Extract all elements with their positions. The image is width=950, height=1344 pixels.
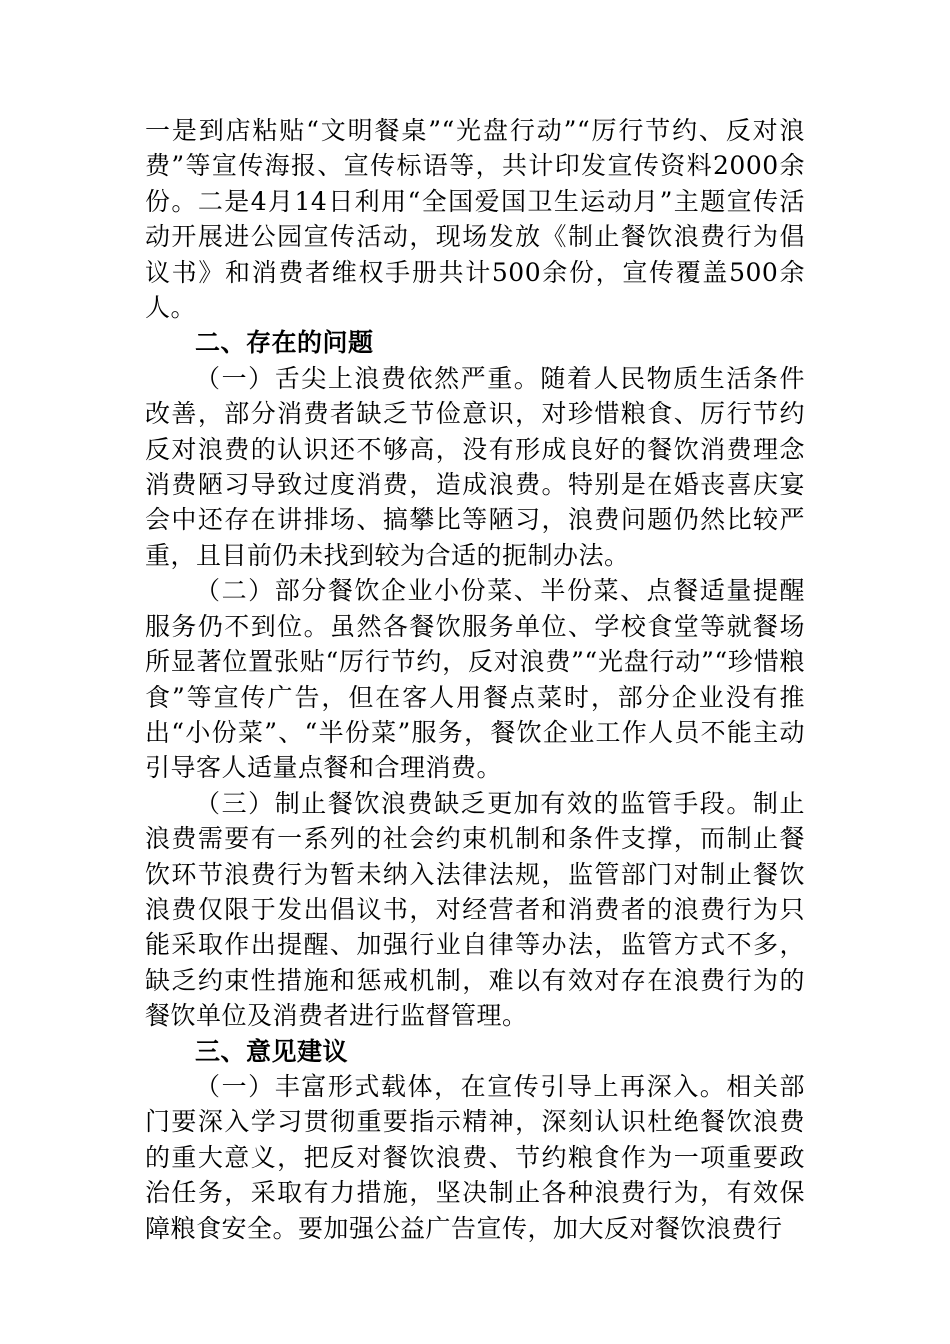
paragraph-continuation: 一是到店粘贴“文明餐桌”“光盘行动”“厉行节约、反对浪费”等宣传海报、宣传标语等，共计印发宣传资料2000余份。二是4月14日利用“全国爱国卫生运动月”主题宣传活动开展进公园宣传活动，现场发放《制止餐饮浪费行为倡议书》和消费者维权手册共计500余份，宣传覆盖500余人。 [145, 116, 805, 323]
paragraph-problem-2: （二）部分餐饮企业小份菜、半份菜、点餐适量提醒服务仍不到位。虽然各餐饮服务单位、学校食堂等就餐场所显著位置张贴“厉行节约，反对浪费”“光盘行动”“珍惜粮食”等宣传广告，但在客人用餐点菜时，部分企业没有推出“小份菜”、“半份菜”服务，餐饮企业工作人员不能主动引导客人适量点餐和合理消费。 [145, 576, 805, 783]
paragraph-problem-1: （一）舌尖上浪费依然严重。随着人民物质生活条件改善，部分消费者缺乏节俭意识，对珍惜粮食、厉行节约反对浪费的认识还不够高，没有形成良好的餐饮消费理念消费陋习导致过度消费，造成浪费。特别是在婚丧喜庆宴会中还存在讲排场、搞攀比等陋习，浪费问题仍然比较严重，且目前仍未找到较为合适的扼制办法。 [145, 363, 805, 570]
section-heading-problems: 二、存在的问题 [195, 328, 374, 358]
paragraph-problem-3: （三）制止餐饮浪费缺乏更加有效的监管手段。制止浪费需要有一系列的社会约束机制和条件支撑，而制止餐饮环节浪费行为暂未纳入法律法规，监管部门对制止餐饮浪费仅限于发出倡议书，对经营者和消费者的浪费行为只能采取作出提醒、加强行业自律等办法，监管方式不多，缺乏约束性措施和惩戒机制，难以有效对存在浪费行为的餐饮单位及消费者进行监督管理。 [145, 788, 805, 1031]
paragraph-suggestion-1: （一）丰富形式载体，在宣传引导上再深入。相关部门要深入学习贯彻重要指示精神，深刻认识杜绝餐饮浪费的重大意义，把反对餐饮浪费、节约粮食作为一项重要政治任务，采取有力措施，坚决制止各种浪费行为，有效保障粮食安全。要加强公益广告宣传，加大反对餐饮浪费行 [145, 1071, 805, 1243]
section-heading-suggestions: 三、意见建议 [195, 1036, 349, 1066]
document-page [145, 113, 805, 1246]
